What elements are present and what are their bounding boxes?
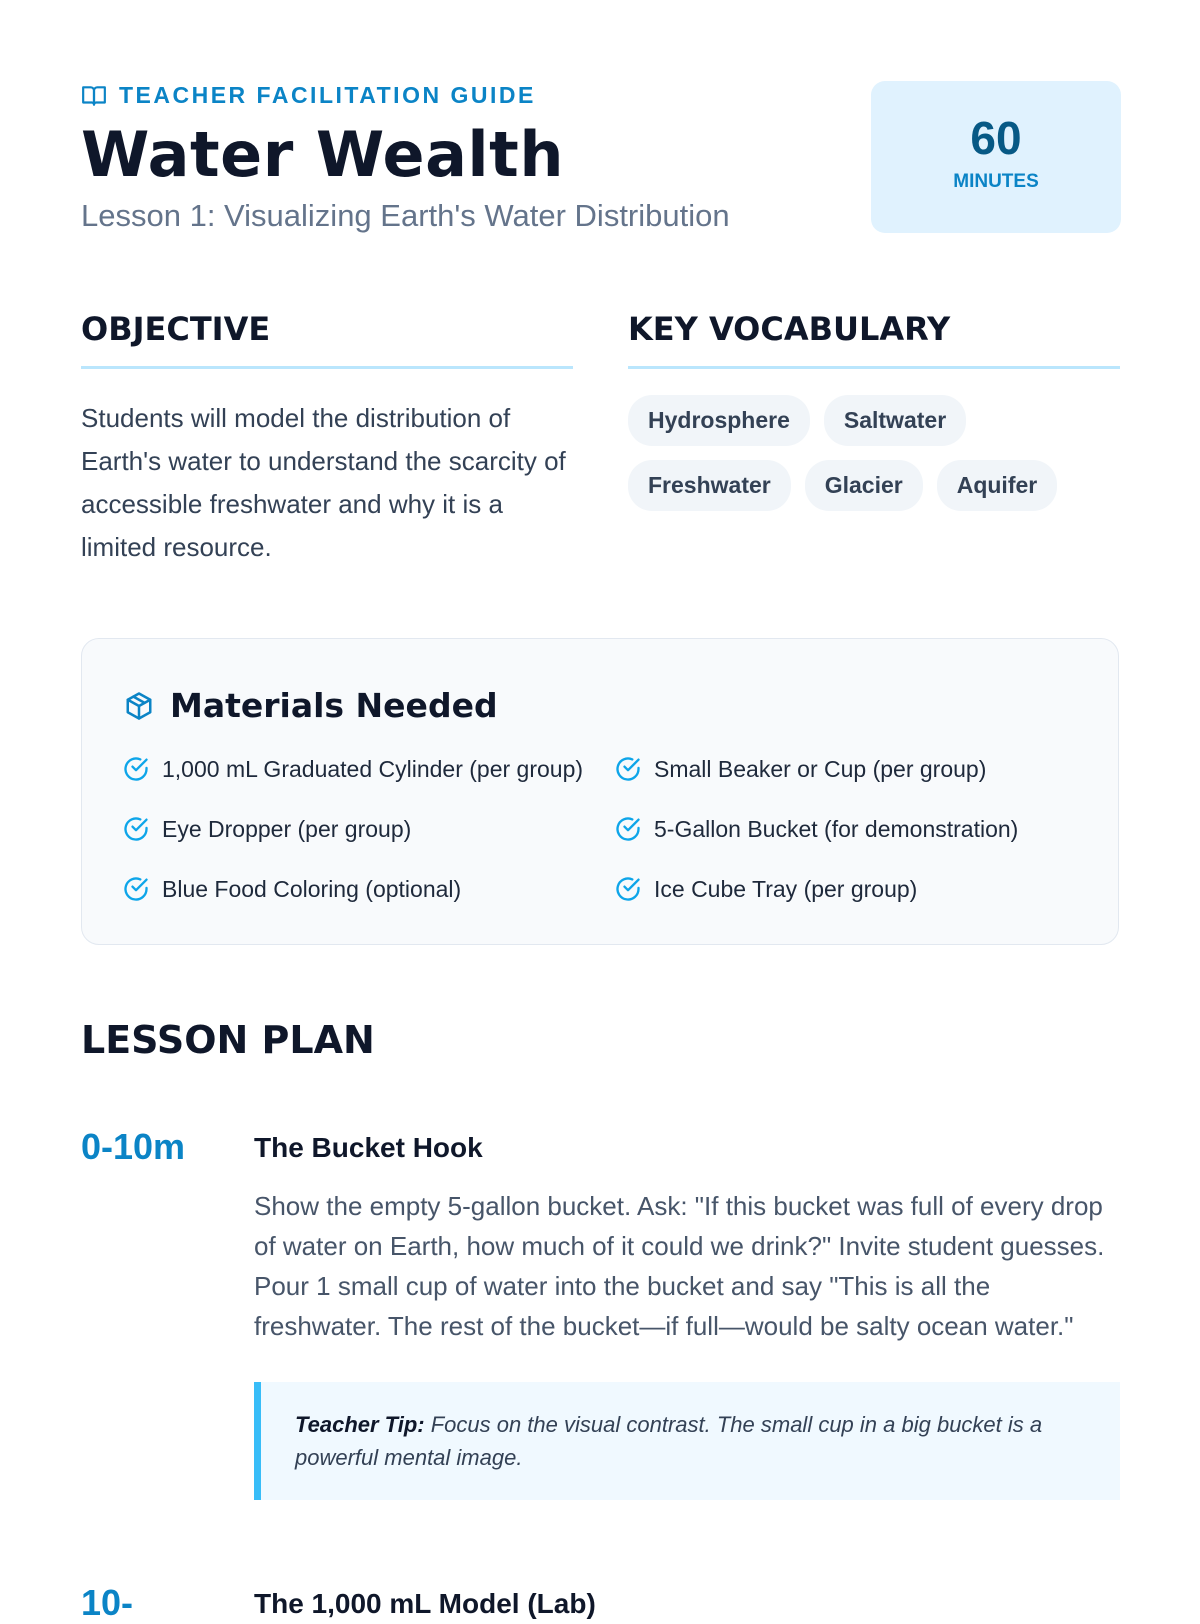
material-item xyxy=(122,751,614,787)
page-subtitle: Lesson 1: Visualizing Earth's Water Distribution xyxy=(81,198,730,233)
material-item xyxy=(122,871,614,907)
material-label: Eye Dropper (per group) xyxy=(162,815,412,842)
page-title: Water Wealth xyxy=(81,118,564,191)
material-item xyxy=(614,871,1082,907)
objective-heading: OBJECTIVE xyxy=(81,310,573,369)
duration-badge xyxy=(871,81,1121,233)
vocabulary-list xyxy=(628,395,1120,511)
material-label: 1,000 mL Graduated Cylinder (per group) xyxy=(162,755,584,782)
check-circle-icon xyxy=(614,815,642,843)
tip-label: Teacher Tip: xyxy=(295,1412,425,1437)
vocab-chip: Aquifer xyxy=(937,460,1058,511)
material-item xyxy=(614,811,1082,847)
materials-heading xyxy=(124,686,498,725)
book-open-icon xyxy=(81,83,107,109)
teacher-tip xyxy=(254,1382,1120,1500)
vocab-chip: Hydrosphere xyxy=(628,395,810,446)
materials-heading-label: Materials Needed xyxy=(170,686,498,725)
material-label: Blue Food Coloring (optional) xyxy=(162,875,462,902)
check-circle-icon xyxy=(614,755,642,783)
step-title: The 1,000 mL Model (Lab) xyxy=(254,1588,596,1619)
objective-section xyxy=(81,310,573,569)
duration-value: 60 xyxy=(970,112,1022,164)
vocab-chip: Saltwater xyxy=(824,395,966,446)
vocabulary-heading: KEY VOCABULARY xyxy=(628,310,1120,369)
step-time: 0-10m xyxy=(81,1126,186,1167)
objective-text: Students will model the distribution of Earth's water to understand the scarcity of accessible freshwater and why it is a limited resource. xyxy=(81,403,566,562)
vocabulary-section xyxy=(628,310,1120,511)
material-label: 5-Gallon Bucket (for demonstration) xyxy=(654,815,1019,842)
step-time: 10- xyxy=(81,1582,134,1623)
step-body xyxy=(254,1582,1120,1620)
vocab-chip: Freshwater xyxy=(628,460,791,511)
step-body xyxy=(254,1126,1120,1500)
material-label: Small Beaker or Cup (per group) xyxy=(654,755,987,782)
material-item xyxy=(122,811,614,847)
package-icon xyxy=(124,691,154,721)
check-circle-icon xyxy=(614,875,642,903)
material-label: Ice Cube Tray (per group) xyxy=(654,875,918,902)
step-title: The Bucket Hook xyxy=(254,1132,483,1163)
materials-list xyxy=(122,751,1082,907)
check-circle-icon xyxy=(122,815,150,843)
check-circle-icon xyxy=(122,755,150,783)
tip-text: Focus on the visual contrast. The small cup in a big bucket is a powerful mental image. xyxy=(295,1412,1043,1470)
step-description: Show the empty 5-gallon bucket. Ask: "If this bucket was full of every drop of water on Earth, how much of it could we drink?" Invite student guesses. Pour 1 small cup of water into the bucket and say "This is all the freshwater. The rest of the bucket—if full—would be salty ocean water." xyxy=(254,1191,1105,1341)
material-item xyxy=(614,751,1082,787)
guide-kicker xyxy=(81,82,536,109)
materials-card xyxy=(81,638,1119,945)
check-circle-icon xyxy=(122,875,150,903)
duration-unit: MINUTES xyxy=(953,171,1039,192)
vocab-chip: Glacier xyxy=(805,460,923,511)
lesson-plan-heading: LESSON PLAN xyxy=(81,1018,375,1062)
lesson-guide-page xyxy=(81,0,1121,1623)
kicker-label: TEACHER FACILITATION GUIDE xyxy=(119,82,536,108)
